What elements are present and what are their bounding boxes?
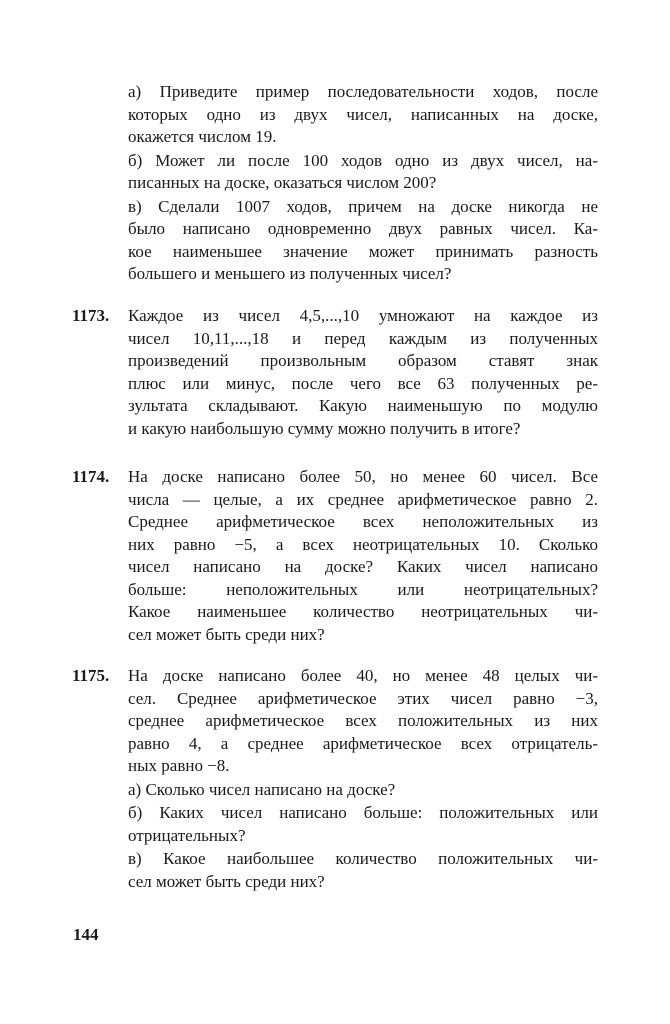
problem-number: 1173. — [72, 306, 110, 325]
problem-1175 — [72, 665, 598, 893]
page-number: 144 — [73, 925, 99, 944]
paragraph — [128, 802, 598, 847]
text-line: кое наименьшее значение может принимать разность — [128, 241, 598, 261]
problem-continuation — [128, 81, 598, 286]
text-line: числа — целые, а их среднее арифметическое равно 2. — [128, 489, 598, 509]
paragraph — [128, 665, 598, 778]
text-line: а) Приведите пример последовательности ходов, после — [128, 82, 598, 101]
text-line: в) Сделали 1007 ходов, причем на доске никогда не — [128, 196, 598, 216]
text-line: Какое наименьшее количество неотрицательных чи- — [128, 602, 598, 621]
text-line: сел может быть среди них? — [128, 871, 325, 891]
text-line: сел может быть среди них? — [128, 624, 325, 644]
paragraph — [128, 81, 598, 149]
problem-number: 1174. — [72, 467, 110, 486]
text-line: а) Сколько чисел написано на доске? — [128, 779, 396, 799]
text-line: больше: неположительных или неотрицательных? — [128, 579, 598, 599]
text-line: На доске написано более 40, но менее 48 целых чи- — [128, 666, 598, 685]
text-line: них равно −5, а всех неотрицательных 10. Сколько — [128, 534, 598, 554]
paragraph — [128, 150, 598, 195]
text-line: сел. Среднее арифметическое этих чисел равно −3, — [128, 688, 598, 708]
text-line: было написано одновременно двух равных чисел. Ка- — [128, 219, 598, 238]
text-line: которых одно из двух чисел, написанных на доске, — [128, 104, 598, 124]
text-line: Среднее арифметическое всех неположительных из — [128, 512, 598, 531]
text-line: ных равно −8. — [128, 756, 230, 775]
text-line: отрицательных? — [128, 825, 246, 845]
text-line: б) Может ли после 100 ходов одно из двух чисел, на- — [128, 150, 598, 170]
text-line: чисел написано на доске? Каких чисел написано — [128, 557, 598, 576]
paragraph — [128, 848, 598, 893]
text-line: зультата складывают. Какую наименьшую по модулю — [128, 396, 598, 415]
text-line: Каждое из чисел 4,5,...,10 умножают на каждое из — [128, 306, 598, 325]
text-line: произведений произвольным образом ставят знак — [128, 351, 598, 370]
text-line: и какую наибольшую сумму можно получить в итоге? — [128, 418, 521, 438]
problem-1174 — [72, 466, 598, 646]
text-line: большего и меньшего из полученных чисел? — [128, 264, 452, 283]
paragraph — [128, 196, 598, 286]
text-line: окажется числом 19. — [128, 127, 277, 146]
text-line: среднее арифметическое всех положительных из них — [128, 711, 598, 730]
text-line: писанных на доске, оказаться числом 200? — [128, 173, 437, 192]
text-line: чисел 10,11,...,18 и перед каждым из полученных — [128, 328, 598, 348]
paragraph — [128, 466, 598, 646]
problem-1173 — [72, 305, 598, 440]
problem-number: 1175. — [72, 666, 110, 685]
text-line: плюс или минус, после чего все 63 полученных ре- — [128, 373, 598, 393]
text-line: в) Какое наибольшее количество положительных чи- — [128, 849, 598, 868]
paragraph — [128, 779, 598, 802]
text-line: На доске написано более 50, но менее 60 чисел. Все — [128, 467, 598, 486]
text-line: равно 4, а среднее арифметическое всех отрицатель- — [128, 733, 598, 753]
text-line: б) Каких чисел написано больше: положительных или — [128, 803, 598, 822]
paragraph — [128, 305, 598, 440]
